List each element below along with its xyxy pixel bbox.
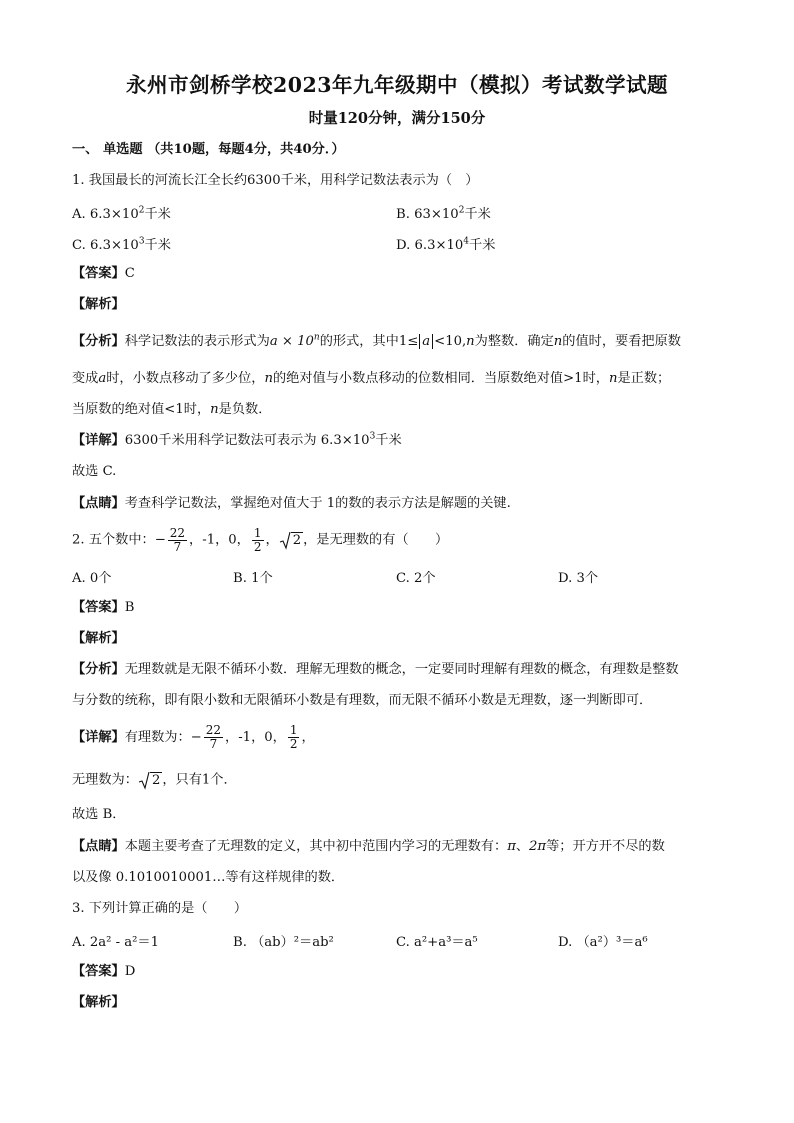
fraction-denominator: 2 — [289, 737, 298, 751]
q2-dianjing-text: 等；开方开不尽的数 — [546, 839, 665, 854]
q2-stem-text: ，-1，0， — [189, 532, 250, 548]
q1-option-d — [396, 234, 495, 253]
q2-wuli-radicand: 2 — [151, 772, 161, 788]
q2-xiangjie-fraction-1-2 — [288, 724, 300, 751]
q1-xiangjie-unit: 千米 — [375, 433, 402, 448]
q2-dianjing-line2: 以及像 0.1010010001…等有这样规律的数． — [72, 870, 345, 885]
fraction-numerator: 22 — [205, 723, 222, 737]
q2-dianjing-text: 本题主要考查了无理数的定义，其中初中范围内学习的无理数有： — [124, 839, 508, 854]
q1-dianjing-text: 考查科学记数法，掌握绝对值大于 1的数的表示方法是解题的关键. — [124, 496, 511, 511]
q1-xiangjie — [72, 432, 732, 450]
q2-fenxi-tag: 【分析】 — [72, 662, 125, 677]
q1-formula-exp: n — [313, 332, 320, 343]
q2-option-d: D. 3个 — [558, 571, 599, 586]
q1-fenxi-text: 变成 — [72, 371, 99, 386]
q2-wuli-text: ，只有1个． — [162, 772, 237, 788]
q1-analysis-label — [72, 296, 732, 314]
q2-option-c: C. 2个 — [396, 571, 436, 586]
q1-fenxi-text: 的值时，要看把原数 — [562, 334, 681, 349]
q1-var-a: a — [98, 371, 107, 386]
q1-fenxi-tag: 【分析】 — [72, 334, 125, 349]
q1-answer-value: C — [124, 266, 135, 281]
q3-option-c: C. a²+a³＝a⁵ — [396, 935, 478, 950]
q2-xiangjie-tag: 【详解】 — [72, 730, 125, 745]
q3-option-d: D. （a²）³＝a⁶ — [558, 935, 648, 950]
q3-analysis-label — [72, 994, 732, 1012]
q1-fenxi-text: 是正数； — [617, 371, 671, 386]
sqrt-symbol-icon — [138, 770, 150, 790]
q3-option-a: A. 2a² - a²＝1 — [72, 935, 160, 950]
q2-stem-text: ，是无理数的有（ ） — [303, 532, 449, 548]
q1-condition: <10, — [434, 334, 467, 349]
page-subtitle: 时量120分钟，满分150分 — [308, 110, 486, 127]
q1-option-b — [396, 203, 491, 222]
q1-var-n: n — [466, 334, 475, 349]
page-title: 永州市剑桥学校2023年九年级期中（模拟）考试数学试题 — [125, 73, 669, 97]
fraction-denominator: 7 — [173, 539, 182, 554]
q2-dianjing-text: 、 — [515, 839, 530, 854]
q1-xiangjie-exp: 3 — [369, 431, 376, 442]
q1-fenxi-text: 当原数的绝对值<1时， — [72, 402, 211, 417]
q2-answer-value: B — [124, 600, 135, 615]
q1-fenxi-text: 科学记数法的表示形式为 — [124, 334, 270, 349]
q2-xiangjie-text: ， — [301, 730, 315, 745]
q1-option-c — [72, 234, 171, 253]
fraction-numerator: 1 — [253, 525, 262, 540]
q1-condition: 1≤ — [398, 334, 419, 349]
q1-xiangjie-tag: 【详解】 — [72, 433, 125, 448]
q2-stem-text: ， — [265, 532, 279, 548]
q1-fenxi-text: 为整数．确定 — [474, 334, 554, 349]
q1-answer-label: 【答案】 — [72, 266, 125, 281]
q3-analysis-tag: 【解析】 — [72, 995, 125, 1010]
q1-fenxi-line2 — [72, 370, 732, 388]
q1-option-b-exp: 2 — [458, 205, 465, 216]
q3-option-b: B. （ab）²＝ab² — [233, 935, 334, 950]
q1-answer — [72, 265, 732, 283]
q3-answer-label: 【答案】 — [72, 964, 125, 979]
q1-option-d-exp: 4 — [463, 236, 470, 247]
q2-xiangjie-fraction-22-7 — [204, 724, 223, 751]
fraction-numerator: 22 — [169, 525, 186, 540]
fraction-denominator: 2 — [253, 539, 262, 554]
q2-option-b: B. 1个 — [233, 571, 273, 586]
fraction-denominator: 7 — [209, 737, 218, 751]
q1-dianjing-tag: 【点睛】 — [72, 496, 125, 511]
q1-formula: a × 10 — [269, 334, 314, 349]
q3-stem: 3. 下列计算正确的是（ ） — [72, 901, 248, 916]
q1-option-a — [72, 203, 171, 222]
q2-fenxi-text: 无理数就是无限不循环小数．理解无理数的概念，一定要同时理解有理数的概念，有理数是整数 — [124, 662, 679, 677]
q1-var-n: n — [210, 402, 219, 417]
fraction-numerator: 1 — [289, 723, 298, 737]
q1-option-c-text: C. 6.3×10 — [72, 238, 139, 253]
q3-answer-value: D — [124, 964, 136, 979]
q2-dianjing-tag: 【点睛】 — [72, 839, 125, 854]
q1-fenxi-text: 是负数． — [218, 402, 272, 417]
q2-sqrt-radicand: 2 — [292, 532, 302, 548]
q2-answer-label: 【答案】 — [72, 600, 125, 615]
q2-2pi: 2π — [529, 839, 547, 854]
q1-var-n: n — [608, 371, 618, 386]
q2-xiangjie — [72, 723, 732, 753]
q1-option-c-exp: 3 — [138, 236, 145, 247]
q1-abs-a: a — [419, 334, 433, 349]
q1-option-a-unit: 千米 — [144, 207, 171, 222]
q3-answer — [72, 963, 732, 981]
sqrt-symbol-icon — [279, 525, 291, 555]
q2-pi: π — [507, 839, 516, 854]
q1-stem: 1. 我国最长的河流长江全长约6300千米，用科学记数法表示为（ ） — [72, 173, 479, 188]
q2-guxuan: 故选 B． — [72, 807, 126, 822]
q2-dianjing-line1 — [72, 838, 732, 856]
q1-option-d-unit: 千米 — [469, 238, 496, 253]
q1-option-d-text: D. 6.3×10 — [396, 238, 464, 253]
q2-stem-text: 2. 五个数中：− — [72, 532, 166, 548]
q2-wuli — [72, 770, 732, 790]
section-heading: 一、 单选题 （共10题，每题4分，共40分．） — [72, 142, 345, 157]
q1-fenxi-line3 — [72, 401, 732, 419]
q2-fraction-22-7 — [168, 527, 187, 554]
q1-fenxi-text: 时，小数点移动了多少位， — [106, 371, 265, 386]
q1-dianjing — [72, 495, 732, 513]
q2-fenxi-line1 — [72, 661, 732, 679]
q1-fenxi-text: 的绝对值与小数点移动的位数相同．当原数绝对值>1时， — [273, 371, 609, 386]
q1-xiangjie-text: 6300千米用科学记数法可表示为 6.3×10 — [124, 433, 370, 448]
q1-analysis-tag: 【解析】 — [72, 297, 125, 312]
q2-option-a: A. 0个 — [72, 571, 112, 586]
q1-var-n: n — [553, 334, 563, 349]
q2-stem — [72, 525, 732, 556]
q1-option-c-unit: 千米 — [144, 238, 171, 253]
q1-option-a-text: A. 6.3×10 — [72, 207, 139, 222]
q2-analysis-tag: 【解析】 — [72, 631, 125, 646]
q1-var-n: n — [264, 371, 273, 386]
q1-option-b-unit: 千米 — [464, 207, 491, 222]
q2-analysis-label — [72, 630, 732, 648]
q2-fraction-1-2 — [252, 527, 264, 554]
q2-xiangjie-text: ，-1，0， — [225, 730, 286, 745]
q1-option-a-exp: 2 — [138, 205, 145, 216]
q2-wuli-text: 无理数为： — [72, 772, 138, 788]
q2-xiangjie-text: 有理数为：− — [124, 730, 202, 745]
q1-option-b-text: B. 63×10 — [396, 207, 459, 222]
q2-answer — [72, 599, 732, 617]
q2-fenxi-line2: 与分数的统称，即有限小数和无限循环小数是有理数，而无限不循环小数是无理数，逐一判断即可． — [72, 693, 653, 708]
q1-fenxi-line1 — [72, 333, 732, 351]
q1-guxuan: 故选 C. — [72, 464, 117, 479]
q1-fenxi-text: 的形式，其中 — [319, 334, 399, 349]
